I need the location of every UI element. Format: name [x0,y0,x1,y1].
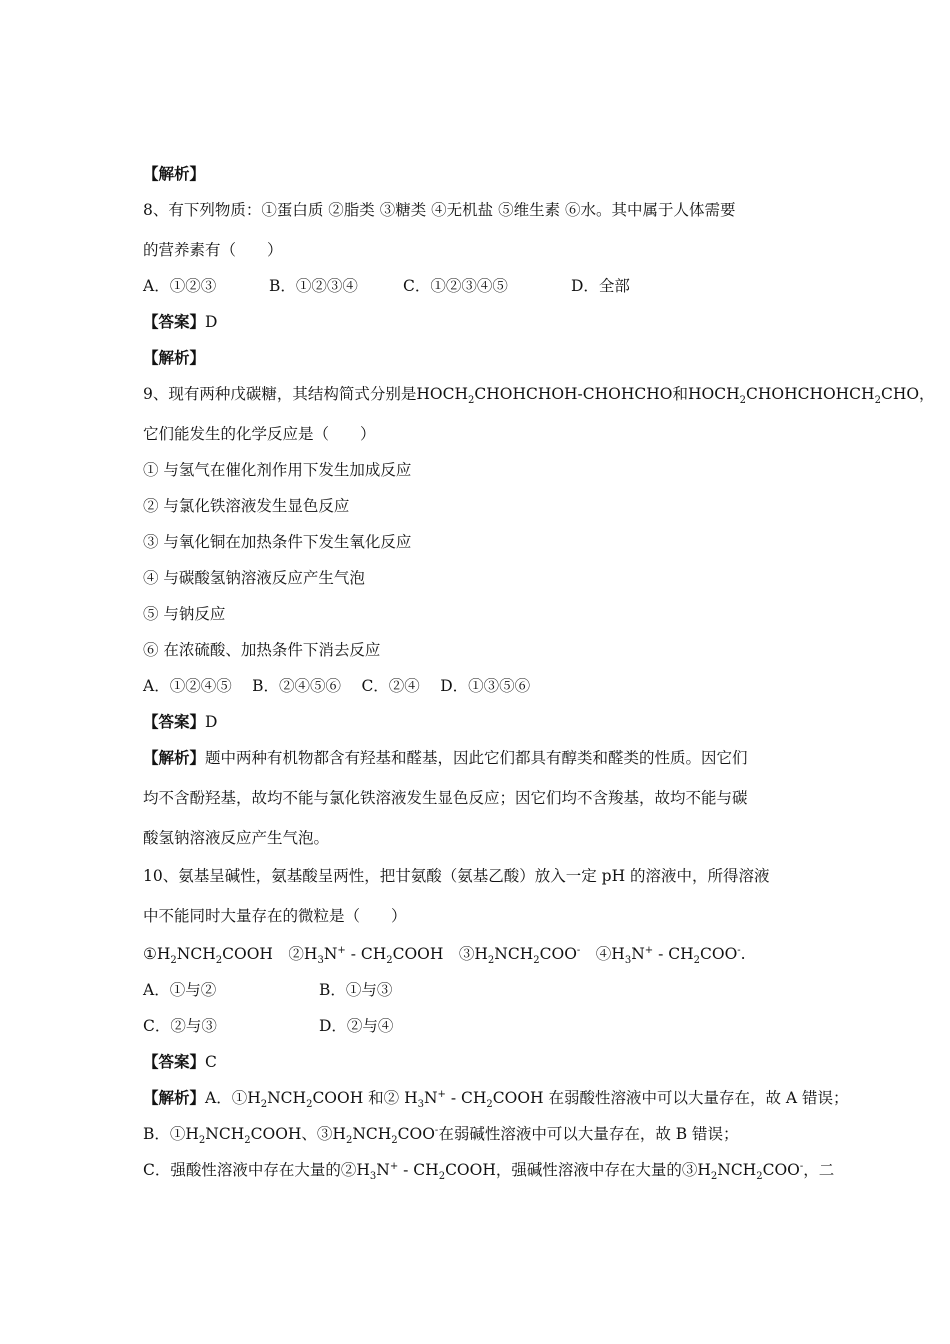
q10-particles: $①H_2NCH_2COOH$ $②H_3N^+$ - $CH_2COOH$ $③H_2NCH_2COO^-$ $④H_3N^+ - CH_2COO^-$. [143,944,746,967]
q8-option-b: B．①②③④ [269,277,358,295]
q10-answer-label: 【答案】 [143,1052,206,1071]
q10-option-a: A．①与② [143,981,217,999]
q9-answer-value: D [205,713,218,731]
q9-analysis-label: 【解析】 [143,748,206,767]
q10-stem-line2: 中不能同时大量存在的微粒是（ ） [143,907,407,925]
q10-analysis-a: 【解析】A．$①H_2NCH_2COOH$ 和② $H_3N^+$ - $CH_2COOH$ 在弱酸性溶液中可以大量存在，故 A 错误； [143,1088,849,1111]
q9-stem-line2: 它们能发生的化学反应是（ ） [143,425,376,443]
q10-options-row1 [143,980,392,1000]
q8-option-a: A．①②③ [143,277,217,295]
q8-stem-line2: 的营养素有（ ） [143,241,283,259]
q10-analysis-label: 【解析】 [143,1088,206,1107]
q9-analysis-line2: 均不含酚羟基，故均不能与氯化铁溶液发生显色反应；因它们均不含羧基，故均不能与碳 [143,789,748,807]
q9-analysis-line3: 酸氢钠溶液反应产生气泡。 [143,829,330,847]
q8-option-c: C．①②③④⑤ [403,277,508,295]
q9-formula-1: $HOCH_2CHOHCHOH$-CHOHCHO [416,385,673,407]
q9-options: A．①②④⑤ B．②④⑤⑥ C．②④ D．①③⑤⑥ [143,677,531,695]
q8-options [143,276,630,296]
q8-stem-line1: 8、有下列物质：①蛋白质 ②脂类 ③糖类 ④无机盐 ⑤维生素 ⑥水。其中属于人体需要 [143,201,736,219]
q9-statement-4: ④ 与碳酸氢钠溶液反应产生气泡 [143,569,365,587]
q10-option-b: B．①与③ [319,981,393,999]
q9-stem-and: 和 [672,385,688,403]
prev-analysis-label: 【解析】 [143,164,206,183]
q9-answer [143,712,217,732]
q8-answer [143,312,217,332]
q8-option-d: D．全部 [571,277,630,295]
q8-answer-value: D [205,313,218,331]
q9-stem-lead: 9、现有两种戊碳糖，其结构简式分别是 [143,385,417,403]
q8-answer-label: 【答案】 [143,312,206,331]
q9-answer-label: 【答案】 [143,712,206,731]
q10-answer [143,1052,217,1072]
q9-analysis-line1 [143,748,748,768]
q10-option-d: D．②与④ [319,1017,394,1035]
q9-statement-5: ⑤ 与钠反应 [143,605,226,623]
q10-stem-line1: 10、氨基呈碱性，氨基酸呈两性，把甘氨酸（氨基乙酸）放入一定 pH 的溶液中，所得溶液 [143,867,770,885]
q9-analysis-text1: 题中两种有机物都含有羟基和醛基，因此它们都具有醇类和醛类的性质。因它们 [205,749,748,767]
q9-formula-2: $HOCH_2CHOHCHOHCH_2CHO$， [688,385,935,407]
q8-analysis-label: 【解析】 [143,348,206,367]
q10-answer-value: C [205,1053,217,1071]
q9-statement-2: ② 与氯化铁溶液发生显色反应 [143,497,350,515]
q10-option-c: C．②与③ [143,1017,217,1035]
q9-statement-1: ① 与氢气在催化剂作用下发生加成反应 [143,461,412,479]
q9-stem-line1 [143,384,935,407]
q9-statement-6: ⑥ 在浓硫酸、加热条件下消去反应 [143,641,381,659]
q9-statement-3: ③ 与氧化铜在加热条件下发生氧化反应 [143,533,412,551]
q10-analysis-c: C．强酸性溶液中存在大量的$②H_3N^+$ - $CH_2COOH$，强碱性溶液中存在大量的$③H_2NCH_2COO^-$，二 [143,1160,835,1183]
q10-analysis-b: B．$①H_2NCH_2COOH$、$③H_2NCH_2COO^-$在弱碱性溶液中可以大量存在，故 B 错误； [143,1124,739,1147]
q10-options-row2 [143,1016,393,1036]
